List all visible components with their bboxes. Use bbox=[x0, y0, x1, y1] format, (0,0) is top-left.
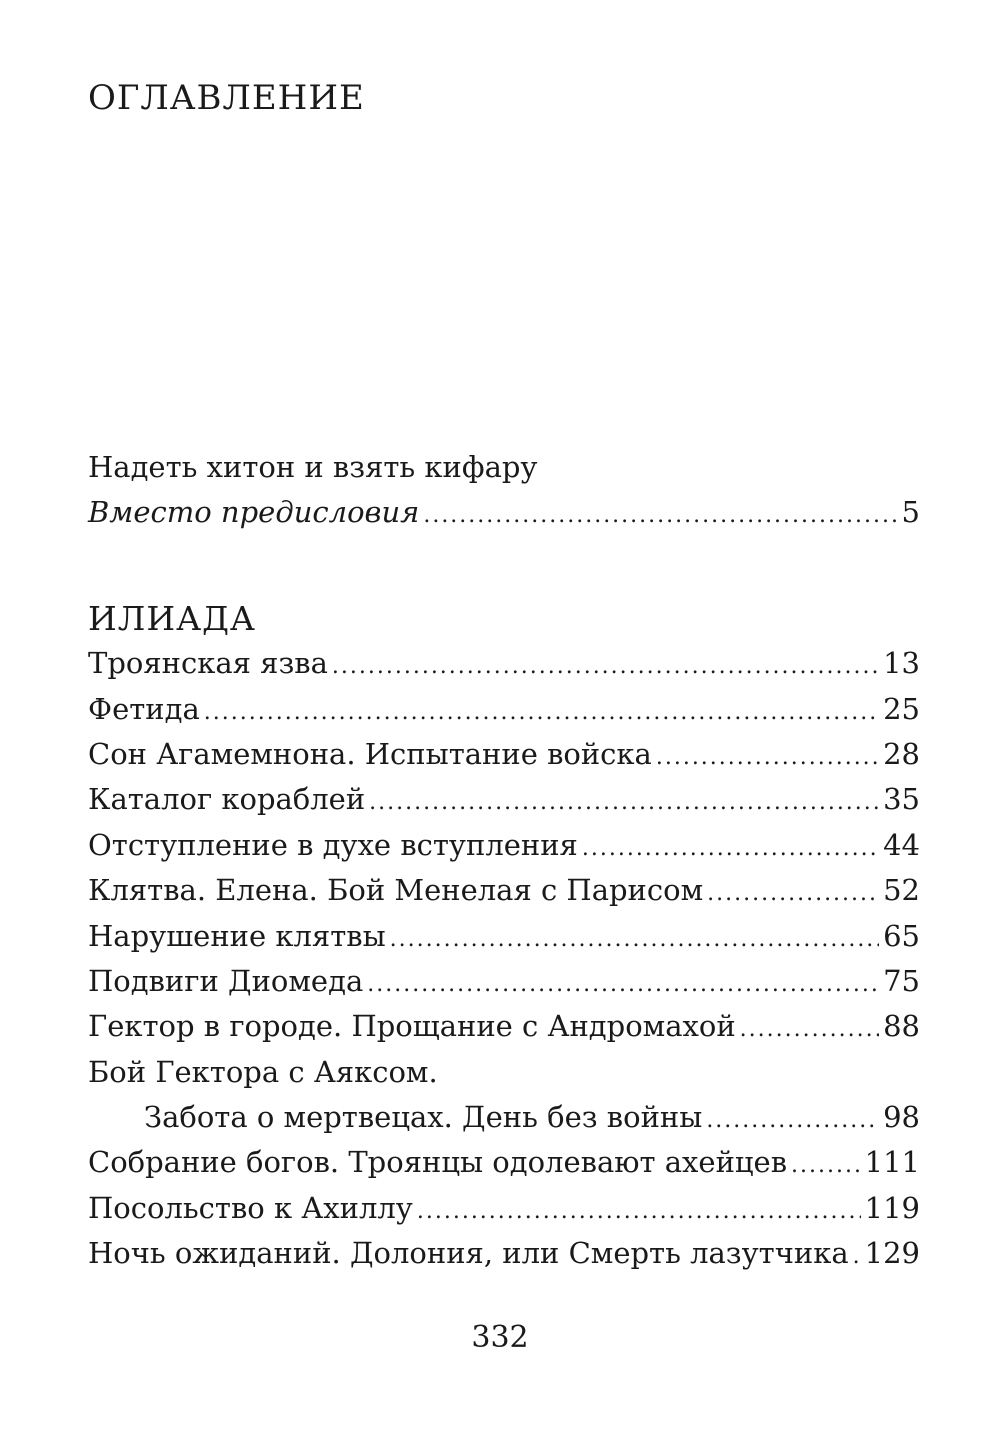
dot-leader bbox=[417, 1189, 861, 1234]
toc-entry-page: 65 bbox=[883, 918, 920, 953]
table-of-contents bbox=[88, 445, 920, 1277]
toc-entry-continuation bbox=[88, 1095, 920, 1140]
dot-leader bbox=[390, 917, 879, 962]
section-title: ИЛИАДА bbox=[88, 598, 256, 638]
toc-entry-page: 111 bbox=[864, 1145, 920, 1180]
toc-preface-subtitle bbox=[88, 490, 920, 535]
toc-entry-page: 28 bbox=[883, 736, 920, 771]
toc-entry-page: 129 bbox=[864, 1236, 920, 1271]
toc-entry bbox=[88, 732, 920, 777]
toc-entry-page: 25 bbox=[883, 691, 920, 726]
toc-entry bbox=[88, 959, 920, 1004]
dot-leader bbox=[369, 780, 879, 825]
toc-entry-title: Клятва. Елена. Бой Менелая с Парисом bbox=[88, 873, 704, 908]
toc-entry bbox=[88, 1186, 920, 1231]
dot-leader bbox=[204, 690, 879, 735]
toc-entry-title: Фетида bbox=[88, 691, 200, 726]
dot-leader bbox=[706, 1098, 879, 1143]
toc-entry bbox=[88, 914, 920, 959]
toc-entry bbox=[88, 1231, 920, 1276]
toc-entry-title: Подвиги Диомеда bbox=[88, 963, 364, 998]
dot-leader bbox=[332, 644, 879, 689]
toc-entry-page: 98 bbox=[883, 1100, 920, 1135]
toc-entry bbox=[88, 687, 920, 732]
dot-leader bbox=[740, 1007, 879, 1052]
dot-leader bbox=[367, 962, 879, 1007]
dot-leader bbox=[423, 493, 897, 538]
toc-entry bbox=[88, 1140, 920, 1185]
dot-leader bbox=[656, 735, 879, 780]
toc-entry-page: 75 bbox=[883, 963, 920, 998]
toc-entry-title: Бой Гектора с Аяксом. bbox=[88, 1054, 438, 1089]
toc-entry-page: 119 bbox=[864, 1190, 920, 1225]
toc-entry-title: Троянская язва bbox=[88, 646, 328, 681]
toc-entry-page: 35 bbox=[883, 782, 920, 817]
toc-entry-title: Посольство к Ахиллу bbox=[88, 1190, 413, 1225]
toc-entry-page: 13 bbox=[883, 646, 920, 681]
toc-entry-title: Ночь ожиданий. Долония, или Смерть лазутчика bbox=[88, 1236, 849, 1271]
toc-entry-page: 52 bbox=[883, 873, 920, 908]
toc-entry bbox=[88, 777, 920, 822]
toc-entry-title: Каталог кораблей bbox=[88, 782, 366, 817]
toc-entry bbox=[88, 641, 920, 686]
dot-leader bbox=[707, 871, 879, 916]
toc-entry bbox=[88, 868, 920, 913]
toc-entry bbox=[88, 1004, 920, 1049]
toc-entry-page: 5 bbox=[901, 495, 920, 530]
dot-leader bbox=[853, 1234, 861, 1279]
toc-entry-title: Нарушение клятвы bbox=[88, 918, 386, 953]
toc-entry-title: Вместо предисловия bbox=[88, 495, 420, 530]
toc-entry-title: Надеть хитон и взять кифару bbox=[88, 450, 538, 484]
toc-preface-title bbox=[88, 445, 920, 490]
dot-leader bbox=[791, 1143, 861, 1188]
toc-entry-title: Гектор в городе. Прощание с Андромахой bbox=[88, 1009, 736, 1044]
toc-entry bbox=[88, 823, 920, 868]
toc-entry-title: Собрание богов. Троянцы одолевают ахейцев bbox=[88, 1145, 788, 1180]
page-title: ОГЛАВЛЕНИЕ bbox=[88, 78, 365, 118]
page-number: 332 bbox=[471, 1320, 529, 1355]
dot-leader bbox=[582, 826, 879, 871]
toc-entry-page: 44 bbox=[883, 827, 920, 862]
toc-entry-page: 88 bbox=[883, 1009, 920, 1044]
toc-entry-title: Забота о мертвецах. День без войны bbox=[144, 1100, 703, 1135]
toc-entry bbox=[88, 1050, 920, 1095]
toc-entry-title: Сон Агамемнона. Испытание войска bbox=[88, 736, 652, 771]
toc-entry-title: Отступление в духе вступления bbox=[88, 827, 578, 862]
